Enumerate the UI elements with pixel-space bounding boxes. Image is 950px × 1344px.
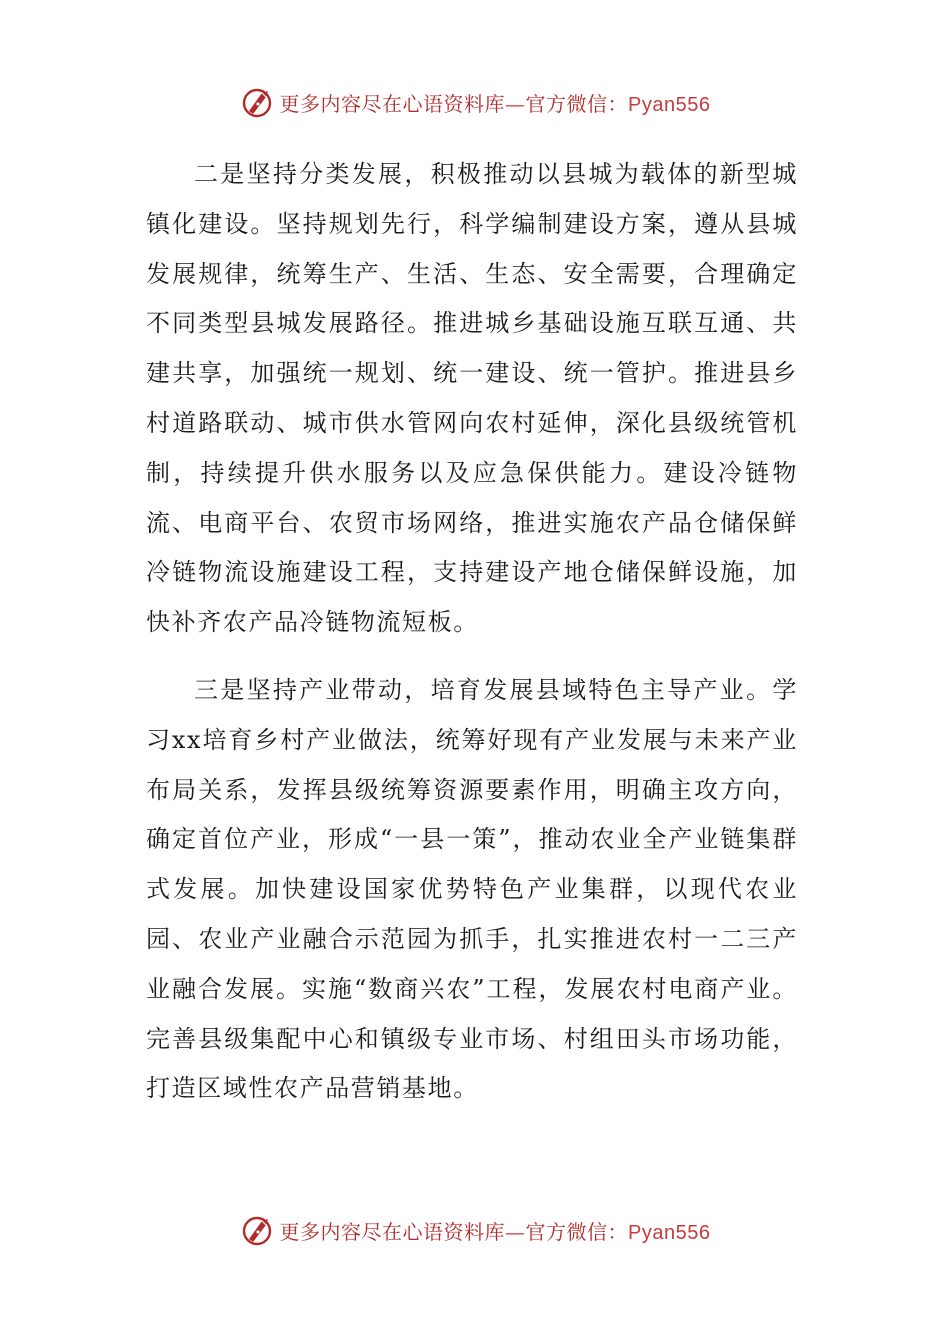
banner-official-label: 官方微信： — [525, 91, 629, 116]
footer-banner — [0, 1210, 950, 1250]
banner-text — [280, 88, 711, 117]
banner-dash: — — [505, 91, 526, 116]
pen-nib-logo-icon — [240, 85, 274, 119]
banner-contact: Pyan556 — [628, 1221, 711, 1244]
document-body — [146, 150, 798, 1114]
banner-contact: Pyan556 — [628, 93, 711, 116]
paragraph-county-urbanization: 二是坚持分类发展，积极推动以县城为载体的新型城镇化建设。坚持规划先行，科学编制建设方案，遵从县城发展规律，统筹生产、生活、生态、安全需要，合理确定不同类型县城发展路径。推进城乡基础设施互联互通、共建共享，加强统一规划、统一建设、统一管护。推进县乡村道路联动、城市供水管网向农村延伸，深化县级统管机制，持续提升供水服务以及应急保供能力。建设冷链物流、电商平台、农贸市场网络，推进实施农产品仓储保鲜冷链物流设施建设工程，支持建设产地仓储保鲜设施，加快补齐农产品冷链物流短板。 — [146, 160, 798, 637]
banner-brand: 更多内容尽在心语资料库 — [279, 91, 506, 116]
header-banner — [0, 82, 950, 122]
pen-nib-logo-icon — [240, 1213, 274, 1247]
banner-brand: 更多内容尽在心语资料库 — [279, 1219, 506, 1244]
banner-dash: — — [505, 1219, 526, 1244]
paragraph-industry-driven: 三是坚持产业带动，培育发展县域特色主导产业。学习xx培育乡村产业做法，统筹好现有产业发展与未来产业布局关系，发挥县级统筹资源要素作用，明确主攻方向，确定首位产业，形成“一县一策”，推动农业全产业链集群式发展。加快建设国家优势特色产业集群，以现代农业园、农业产业融合示范园为抓手，扎实推进农村一二三产业融合发展。实施“数商兴农”工程，发展农村电商产业。完善县级集配中心和镇级专业市场、村组田头市场功能，打造区域性农产品营销基地。 — [146, 675, 798, 1103]
banner-text — [280, 1216, 711, 1245]
banner-official-label: 官方微信： — [525, 1219, 629, 1244]
